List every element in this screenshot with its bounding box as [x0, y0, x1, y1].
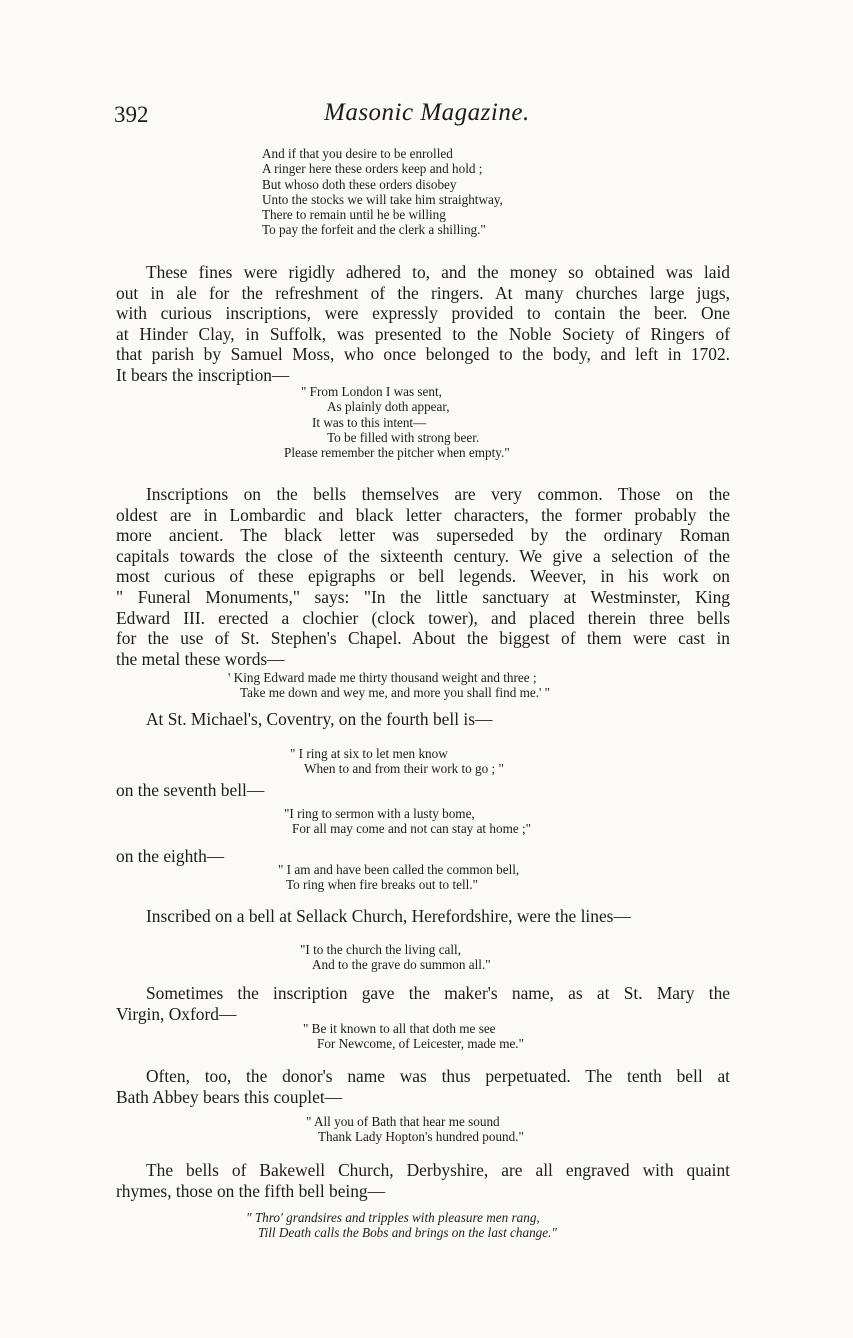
bath-abbey-verse: [306, 1114, 524, 1145]
seventh-bell-verse: [284, 806, 531, 837]
verse-line: " Be it known to all that doth me see: [303, 1021, 496, 1036]
verse-line: " All you of Bath that hear me sound: [306, 1114, 500, 1129]
verse-line: There to remain until he be willing: [262, 207, 446, 223]
paragraph-line: for the use of St. Stephen's Chapel. About the biggest of them were cast in: [116, 628, 730, 649]
bakewell-verse: [246, 1210, 557, 1241]
seventh-bell-line: on the seventh bell—: [116, 780, 265, 800]
verse-line: To ring when fire breaks out to tell.": [286, 877, 478, 893]
paragraph-line: more ancient. The black letter was superseded by the ordinary Roman: [116, 525, 730, 546]
verse-line: " Thro' grandsires and tripples with pleasure men rang,: [246, 1210, 540, 1225]
verse-line: For all may come and not can stay at home ;": [292, 821, 532, 837]
pitcher-verse: [284, 384, 510, 460]
verse-line: " I am and have been called the common bell,: [278, 862, 520, 877]
paragraph-line: Virgin, Oxford—: [116, 1003, 237, 1024]
paragraph-line: at Hinder Clay, in Suffolk, was presented to the Noble Society of Ringers of: [116, 323, 730, 344]
sellack-verse: [300, 942, 491, 973]
paragraph-line: rhymes, those on the fifth bell being—: [116, 1180, 386, 1201]
donors-name-paragraph: [116, 1066, 730, 1107]
paragraph-line: Often, too, the donor's name was thus perpetuated. The tenth bell at: [146, 1066, 730, 1086]
bakewell-paragraph: [116, 1160, 730, 1201]
verse-line: And to the grave do summon all.": [312, 957, 491, 973]
paragraph-line: capitals towards the close of the sixteenth century. We give a selection of the: [116, 545, 730, 566]
sellack-line: Inscribed on a bell at Sellack Church, Herefordshire, were the lines—: [146, 906, 631, 926]
verse-line: And if that you desire to be enrolled: [262, 146, 453, 161]
running-head: Masonic Magazine.: [324, 99, 530, 126]
page-number: 392: [114, 102, 149, 127]
paragraph-line: that parish by Samuel Moss, who once belonged to the body, and left in 1702.: [116, 344, 730, 365]
verse-line: As plainly doth appear,: [327, 399, 450, 415]
paragraph-line: with curious inscriptions, were expressly provided to contain the beer. One: [116, 303, 730, 324]
verse-line: A ringer here these orders keep and hold ;: [262, 161, 483, 177]
fines-paragraph: [116, 262, 730, 386]
paragraph-line: Inscriptions on the bells themselves are very common. Those on the: [146, 484, 730, 504]
paragraph-line: oldest are in Lombardic and black letter characters, the former probably the: [116, 504, 730, 525]
verse-line: " I ring at six to let men know: [290, 746, 448, 761]
paragraph-line: It bears the inscription—: [116, 364, 290, 385]
paragraph-line: These fines were rigidly adhered to, and the money so obtained was laid: [146, 262, 730, 282]
verse-line: Please remember the pitcher when empty.": [284, 445, 510, 461]
makers-name-paragraph: [116, 983, 730, 1024]
paragraph-line: " Funeral Monuments," says: "In the little sanctuary at Westminster, King: [116, 586, 730, 607]
paragraph-line: Sometimes the inscription gave the maker's name, as at St. Mary the: [146, 983, 730, 1003]
verse-line: To be filled with strong beer.: [327, 429, 480, 445]
verse-line: " From London I was sent,: [301, 384, 442, 399]
verse-line: Thank Lady Hopton's hundred pound.": [318, 1129, 524, 1145]
verse-line: ' King Edward made me thirty thousand weight and three ;: [228, 670, 537, 685]
verse-line: To pay the forfeit and the clerk a shilling.": [262, 222, 486, 238]
oxford-verse: [303, 1021, 524, 1052]
paragraph-line: most curious of these epigraphs or bell legends. Weever, in his work on: [116, 566, 730, 587]
verse-line: Till Death calls the Bobs and brings on the last change.": [258, 1225, 557, 1241]
paragraph-line: Bath Abbey bears this couplet—: [116, 1086, 343, 1107]
ringers-orders-verse: [262, 146, 503, 238]
paragraph-line: the metal these words—: [116, 648, 285, 669]
paragraph-line: out in ale for the refreshment of the ringers. At many churches large jugs,: [116, 282, 730, 303]
coventry-line: At St. Michael's, Coventry, on the fourth bell is—: [146, 709, 493, 729]
eighth-bell-verse: [278, 862, 519, 893]
fourth-bell-verse: [290, 746, 504, 777]
paragraph-line: Edward III. erected a clochier (clock tower), and placed therein three bells: [116, 607, 730, 628]
paragraph-line: The bells of Bakewell Church, Derbyshire, are all engraved with quaint: [146, 1160, 730, 1180]
verse-line: But whoso doth these orders disobey: [262, 176, 457, 192]
king-edward-verse: [228, 670, 550, 701]
inscriptions-paragraph: [116, 484, 730, 669]
verse-line: For Newcome, of Leicester, made me.": [317, 1036, 524, 1052]
eighth-bell-line: on the eighth—: [116, 846, 225, 866]
verse-line: It was to this intent—: [312, 414, 427, 430]
verse-line: "I to the church the living call,: [300, 942, 462, 957]
verse-line: "I ring to sermon with a lusty bome,: [284, 806, 475, 821]
verse-line: Unto the stocks we will take him straightway,: [262, 191, 503, 207]
verse-line: When to and from their work to go ; ": [304, 761, 504, 777]
verse-line: Take me down and wey me, and more you shall find me.' ": [240, 685, 551, 701]
